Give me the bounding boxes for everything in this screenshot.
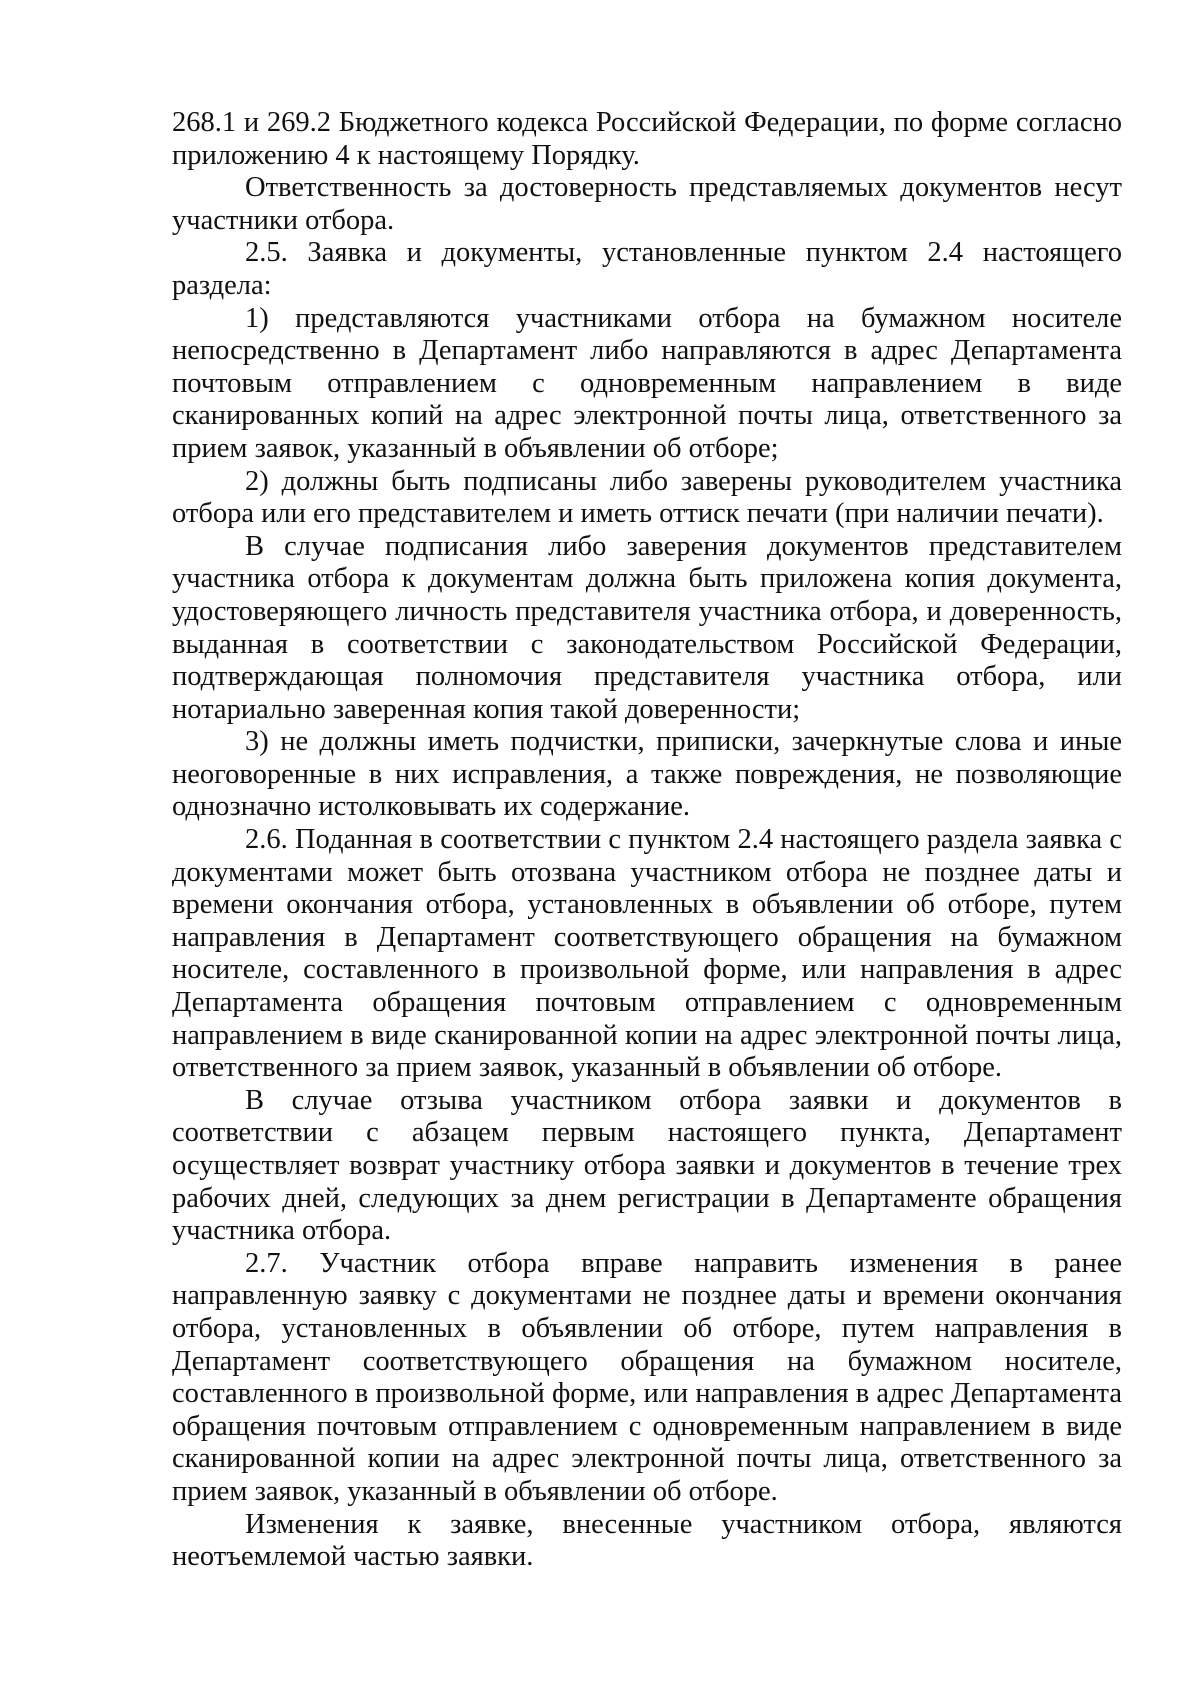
- list-item-1: 1) представляются участниками отбора на бумажном носителе непосредственно в Департамент либо направляются в адрес Департамента почтовым отправлением с одновременным направлением в виде сканированных копий на адрес электронной почты лица, ответственного за прием заявок, указанный в объявлении об отборе;: [172, 302, 1122, 464]
- list-item-3: 3) не должны иметь подчистки, приписки, зачеркнутые слова и иные неоговоренные в них исправления, а также повреждения, не позволяющие однозначно истолковывать их содержание.: [172, 726, 1122, 823]
- paragraph-representative: В случае подписания либо заверения документов представителем участника отбора к документам должна быть приложена копия документа, удостоверяющего личность представителя участника отбора, и доверенность, выданная в соответствии с законодательством Российской Федерации, подтверждающая полномочия представителя участника отбора, или нотариально заверенная копия такой доверенности;: [172, 530, 1122, 725]
- paragraph-changes: Изменения к заявке, внесенные участником отбора, являются неотъемлемой частью заявки.: [172, 1508, 1122, 1573]
- paragraph-withdrawal: В случае отзыва участником отбора заявки и документов в соответствии с абзацем первым настоящего пункта, Департамент осуществляет возврат участнику отбора заявки и документов в течение трех рабочих дней, следующих за днем регистрации в Департаменте обращения участника отбора.: [172, 1084, 1122, 1247]
- paragraph-2-6: 2.6. Поданная в соответствии с пунктом 2.4 настоящего раздела заявка с документами может быть отозвана участником отбора не позднее даты и времени окончания отбора, установленных в объявлении об отборе, путем направления в Департамент соответствующего обращения на бумажном носителе, составленного в произвольной форме, или направления в адрес Департамента обращения почтовым отправлением с одновременным направлением в виде сканированной копии на адрес электронной почты лица, ответственного за прием заявок, указанный в объявлении об отборе.: [172, 824, 1122, 1084]
- paragraph-continuation: 268.1 и 269.2 Бюджетного кодекса Российской Федерации, по форме согласно приложению 4 к настоящему Порядку.: [172, 107, 1122, 171]
- list-item-2: 2) должны быть подписаны либо заверены руководителем участника отбора или его представителем и иметь оттиск печати (при наличии печати).: [172, 465, 1122, 530]
- paragraph-2-5: 2.5. Заявка и документы, установленные пунктом 2.4 настоящего раздела:: [172, 237, 1122, 301]
- paragraph-responsibility: Ответственность за достоверность представляемых документов несут участники отбора.: [172, 172, 1122, 236]
- document-page: [172, 107, 1122, 1574]
- paragraph-2-7: 2.7. Участник отбора вправе направить изменения в ранее направленную заявку с документами не позднее даты и времени окончания отбора, установленных в объявлении об отборе, путем направления в Департамент соответствующего обращения на бумажном носителе, составленного в произвольной форме, или направления в адрес Департамента обращения почтовым отправлением с одновременным направлением в виде сканированной копии на адрес электронной почты лица, ответственного за прием заявок, указанный в объявлении об отборе.: [172, 1247, 1122, 1507]
